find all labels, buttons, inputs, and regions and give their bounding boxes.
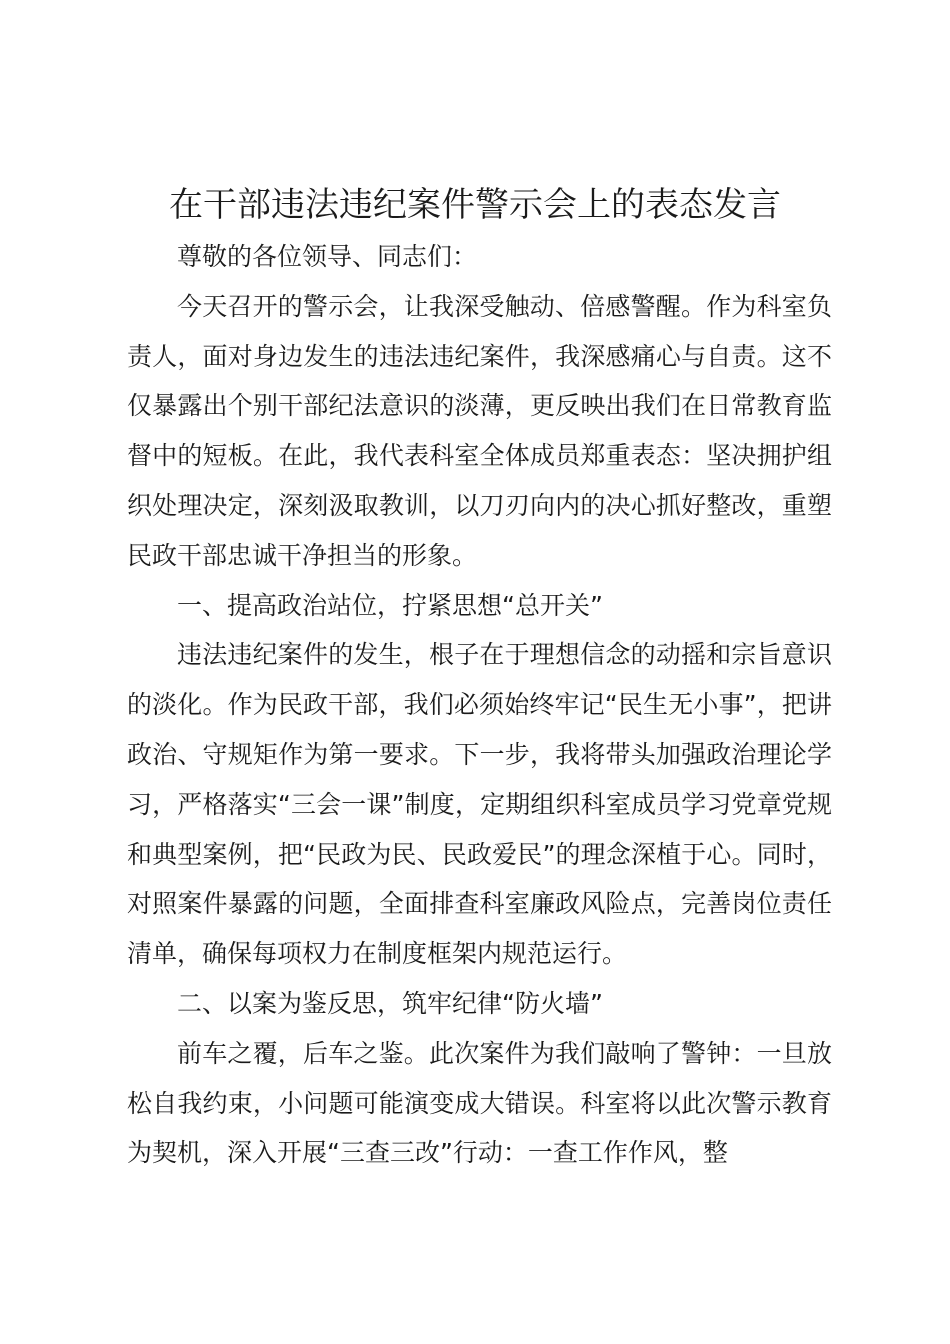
section-heading-2: 二、以案为鉴反思，筑牢纪律“防火墙” — [177, 988, 603, 1018]
document-title: 在干部违法违纪案件警示会上的表态发言 — [169, 185, 781, 225]
salutation: 尊敬的各位领导、同志们： — [177, 242, 478, 271]
document-body — [127, 232, 832, 1178]
intro-paragraph: 今天召开的警示会，让我深受触动、倍感警醒。作为科室负责人，面对身边发生的违法违纪案件，我深感痛心与自责。这不仅暴露出个别干部纪法意识的淡薄，更反映出我们在日常教育监督中的短板。在此，我代表科室全体成员郑重表态：坚决拥护组织处理决定，深刻汲取教训，以刀刃向内的决心抓好整改，重塑民政干部忠诚干净担当的形象。 — [127, 291, 832, 570]
section-body-2: 前车之覆，后车之鉴。此次案件为我们敲响了警钟：一旦放松自我约束，小问题可能演变成大错误。科室将以此次警示教育为契机，深入开展“三查三改”行动：一查工作作风，整 — [127, 1038, 832, 1168]
section-body-1: 违法违纪案件的发生，根子在于理想信念的动摇和宗旨意识的淡化。作为民政干部，我们必须始终牢记“民生无小事”，把讲政治、守规矩作为第一要求。下一步，我将带头加强政治理论学习，严格落实“三会一课”制度，定期组织科室成员学习党章党规和典型案例，把“民政为民、民政爱民”的理念深植于心。同时，对照案件暴露的问题，全面排查科室廉政风险点，完善岗位责任清单，确保每项权力在制度框架内规范运行。 — [127, 640, 832, 969]
section-heading-1: 一、提高政治站位，拧紧思想“总开关” — [177, 590, 603, 620]
